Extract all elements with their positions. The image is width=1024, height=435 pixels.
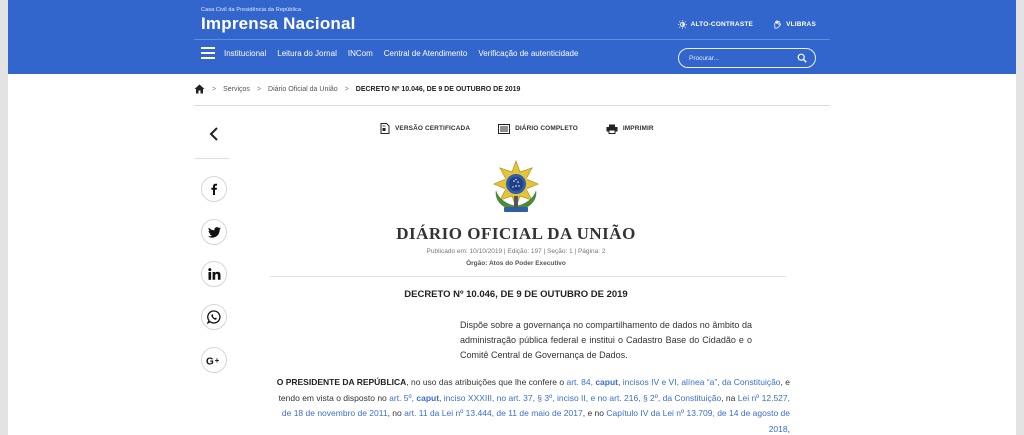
breadcrumb	[194, 84, 520, 94]
decree-summary: Dispõe sobre a governança no compartilhamento de dados no âmbito da administração pública federal e institui o Cadastro Base do Cidadão e o Comitê Central de Governança de Dados.	[460, 320, 752, 360]
link-caput[interactable]: caput	[595, 377, 618, 387]
issuing-body: Órgão: Atos do Poder Executivo	[466, 260, 566, 267]
link-inciso-xxxiii[interactable]: inciso XXXIII, no art. 37, § 3º, inciso II, e no art. 216, § 2º, da Constituição	[443, 392, 722, 403]
printer-icon	[606, 124, 618, 134]
breadcrumb-separator: >	[256, 85, 262, 93]
nav-item-verificacao[interactable]: Verificação de autenticidade	[478, 48, 579, 58]
nav-item-incom[interactable]: INCom	[347, 48, 373, 58]
preamble-text: ,	[439, 392, 444, 403]
header-divider	[194, 39, 830, 40]
link-lei-13444[interactable]: art. 11 da Lei nº 13.444, de 11 de maio de 2017	[404, 408, 583, 418]
site-header	[8, 0, 1016, 74]
link-art-84[interactable]: art. 84,	[566, 377, 593, 387]
certified-version-button[interactable]	[380, 123, 470, 134]
preamble-text: , no	[387, 408, 405, 418]
publication-meta: Publicado em: 10/10/2019 | Edição: 197 | Seção: 1 | Página: 2	[426, 248, 606, 255]
search-icon[interactable]	[797, 53, 807, 63]
national-coat-of-arms-image	[490, 160, 542, 216]
breadcrumb-divider	[194, 105, 830, 106]
share-whatsapp-button[interactable]	[201, 304, 227, 330]
decree-preamble	[270, 375, 790, 435]
facebook-icon	[208, 183, 220, 195]
hand-icon	[773, 20, 782, 29]
breadcrumb-diario-oficial[interactable]: Diário Oficial da União	[268, 85, 338, 93]
high-contrast-label: ALTO-CONTRASTE	[690, 21, 754, 28]
preamble-text: ,	[787, 423, 790, 434]
brand-subtitle: Casa Civil da Presidência da República	[201, 7, 302, 13]
search-box	[678, 48, 816, 68]
certificate-icon	[380, 123, 390, 134]
journal-title: DIÁRIO OFICIAL DA UNIÃO	[396, 224, 636, 243]
linkedin-icon	[208, 268, 221, 280]
back-chevron-icon[interactable]	[206, 124, 222, 144]
document-toolbar	[380, 123, 654, 134]
breadcrumb-servicos[interactable]: Serviços	[223, 85, 250, 93]
svg-text:+: +	[214, 355, 220, 365]
google-plus-icon	[206, 355, 222, 366]
search-input[interactable]	[689, 55, 797, 62]
brand[interactable]	[201, 7, 356, 34]
breadcrumb-separator: >	[212, 85, 217, 93]
accessibility-actions	[678, 20, 816, 29]
window-frame-left	[0, 0, 8, 435]
president-label: O PRESIDENTE DA REPÚBLICA	[276, 377, 407, 387]
print-button[interactable]	[606, 123, 654, 134]
preamble-text: , na	[721, 392, 738, 403]
share-google-plus-button[interactable]	[201, 347, 227, 373]
decree-title: DECRETO Nº 10.046, DE 9 DE OUTUBRO DE 2019	[404, 289, 628, 300]
newspaper-icon	[498, 124, 510, 134]
high-contrast-button[interactable]	[678, 20, 754, 29]
breadcrumb-current: DECRETO Nº 10.046, DE 9 DE OUTUBRO DE 2019	[355, 85, 521, 93]
full-journal-button[interactable]	[498, 123, 578, 134]
content-divider	[270, 276, 786, 277]
window-frame-right	[1016, 0, 1024, 435]
page	[8, 0, 1016, 435]
link-caput[interactable]: caput	[416, 392, 440, 403]
contrast-icon	[678, 20, 687, 29]
vlibras-label: VLIBRAS	[786, 21, 816, 28]
breadcrumb-separator: >	[344, 85, 349, 93]
full-journal-label: DIÁRIO COMPLETO	[515, 125, 578, 132]
nav-item-leitura-do-jornal[interactable]: Leitura do Jornal	[277, 48, 337, 58]
twitter-icon	[208, 227, 221, 238]
sidebar-divider	[194, 158, 230, 159]
nav-item-institucional[interactable]: Institucional	[224, 48, 267, 58]
menu-icon[interactable]	[201, 47, 215, 59]
preamble-text: , no uso das atribuições que lhe confere o	[406, 377, 567, 387]
link-art-5[interactable]: art. 5º,	[389, 392, 414, 403]
nav-item-central-de-atendimento[interactable]: Central de Atendimento	[383, 48, 468, 58]
link-incisos-iv-vi[interactable]: incisos IV e VI, alínea “a”, da Constituição	[622, 377, 781, 387]
main-nav	[201, 47, 589, 59]
vlibras-button[interactable]	[773, 20, 816, 29]
link-lei-13709[interactable]: Capítulo IV da Lei nº 13.709, de 14 de agosto de 2018	[606, 408, 790, 434]
share-linkedin-button[interactable]	[201, 261, 227, 287]
home-icon[interactable]	[194, 84, 205, 94]
preamble-text: , e no	[582, 408, 607, 418]
brand-title: Imprensa Nacional	[201, 14, 356, 33]
share-facebook-button[interactable]	[201, 176, 227, 202]
whatsapp-icon	[207, 310, 221, 324]
preamble-text: ,	[618, 377, 623, 387]
svg-text:G: G	[206, 356, 214, 366]
share-twitter-button[interactable]	[201, 219, 227, 245]
print-label: IMPRIMIR	[622, 125, 654, 132]
link-lei-12527[interactable]: Lei nº 12.527, de 18 de novembro de 2011	[281, 392, 790, 418]
certified-version-label: VERSÃO CERTIFICADA	[395, 125, 471, 132]
preamble-text: , e tendo em vista o disposto no	[278, 377, 790, 403]
